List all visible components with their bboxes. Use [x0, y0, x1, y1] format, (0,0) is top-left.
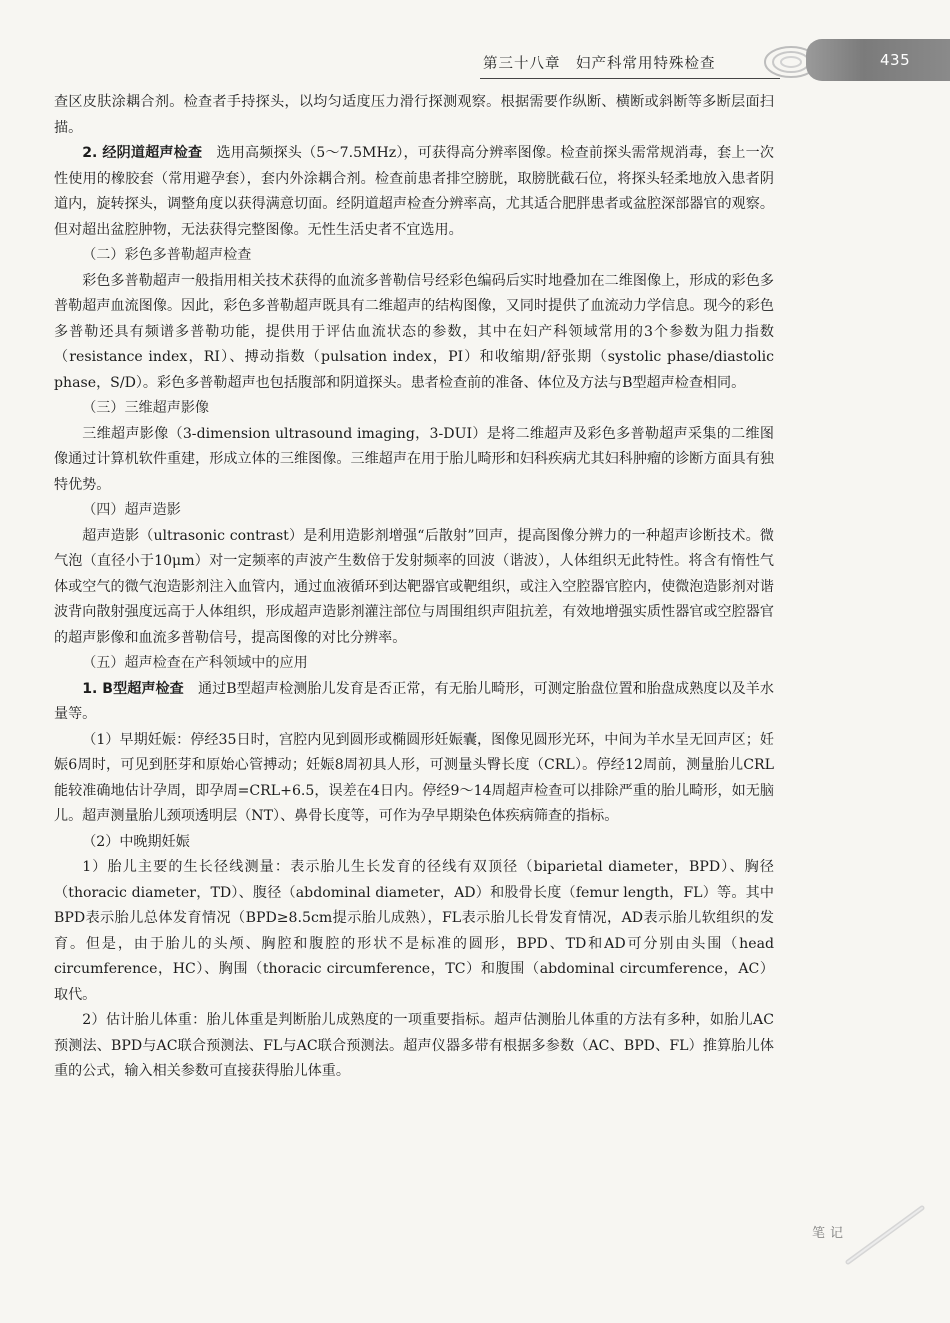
page-number: 435 — [880, 51, 911, 69]
paragraph: 三维超声影像（3-dimension ultrasound imaging，3-DUI）是将二维超声及彩色多普勒超声采集的二维图像通过计算机软件重建，形成立体的三维图像。三维超声在用于胎儿畸形和妇科疾病尤其妇科肿瘤的诊断方面具有独特优势。 — [54, 425, 774, 493]
paragraph: 查区皮肤涂耦合剂。检查者手持探头，以均匀适度压力滑行探测观察。根据需要作纵断、横断或斜断等多断层面扫描。 — [54, 94, 774, 136]
section-heading: （三）三维超声影像 — [82, 400, 210, 416]
paragraph: 超声造影（ultrasonic contrast）是利用造影剂增强“后散射”回声，提高图像分辨力的一种超声诊断技术。微气泡（直径小于10μm）对一定频率的声波产生数倍于发射频率的回波（谐波），人体组织无此特性。将含有惰性气体或空气的微气泡造影剂注入血管内，通过血液循环到达靶器官或靶组织，或注入空腔器官腔内，使微泡造影剂对谐波背向散射强度远高于人体组织，形成超声造影剂灌注部位与周围组织声阻抗差，有效地增强实质性器官或空腔器官的超声影像和血流多普勒信号，提高图像的对比分辨率。 — [54, 527, 774, 646]
margin-note-label: 笔记 — [812, 1226, 849, 1241]
subsection-heading: 1. B型超声检查 — [82, 680, 184, 697]
paragraph — [54, 141, 774, 243]
section-heading: （五）超声检查在产科领域中的应用 — [82, 655, 308, 671]
paragraph: （2）中晚期妊娠 — [82, 833, 190, 850]
paragraph-text: 选用高频探头（5～7.5MHz），可获得高分辨率图像。检查前探头需常规消毒，套上一次性使用的橡胶套（常用避孕套），套内外涂耦合剂。检查前患者排空膀胱，取膀胱截石位，将探头轻柔地放入患者阴道内，旋转探头，调整角度以获得满意切面。经阴道超声检查分辨率高，尤其适合肥胖患者或盆腔深部器官的观察。但对超出盆腔肿物，无法获得完整图像。无性生活史者不宜选用。 — [54, 145, 774, 238]
page-number-tab — [806, 39, 950, 81]
page-header — [0, 34, 950, 86]
paragraph-text: 通过B型超声检测胎儿发育是否正常，有无胎儿畸形，可测定胎盘位置和胎盘成熟度以及羊水量等。 — [54, 680, 774, 722]
paragraph: 1）胎儿主要的生长径线测量：表示胎儿生长发育的径线有双顶径（biparietal diameter，BPD）、胸径（thoracic diameter，TD）、腹径（abdominal diameter，AD）和股骨长度（femur length，FL）等。其中BPD表示胎儿总体发育情况（BPD≥8.5cm提示胎儿成熟），FL表示胎儿长骨发育情况，AD表示胎儿软组织的发育。但是，由于胎儿的头颅、胸腔和腹腔的形状不是标准的圆形，BPD、TD和AD可分别由头围（head circumference，HC）、胸围（thoracic circumference，TC）和腹围（abdominal circumference，AC）取代。 — [54, 859, 774, 1003]
header-rule — [480, 78, 780, 79]
paragraph — [54, 677, 774, 728]
subsection-heading: 2. 经阴道超声检查 — [82, 145, 203, 161]
paragraph: （1）早期妊娠：停经35日时，宫腔内见到圆形或椭圆形妊娠囊，图像见圆形光环，中间为羊水呈无回声区；妊娠6周时，可见到胚芽和原始心管搏动；妊娠8周初具人形，可测量头臀长度（CRL）。停经12周前，测量胎儿CRL能较准确地估计孕周，即孕周=CRL+6.5，误差在4日内。停经9～14周超声检查可以排除严重的胎儿畸形，如无脑儿。超声测量胎儿颈项透明层（NT）、鼻骨长度等，可作为孕早期染色体疾病筛查的指标。 — [54, 731, 774, 824]
paragraph: 彩色多普勒超声一般指用相关技术获得的血流多普勒信号经彩色编码后实时地叠加在二维图像上，形成的彩色多普勒超声血流图像。因此，彩色多普勒超声既具有二维超声的结构图像，又同时提供了血流动力学信息。现今的彩色多普勒还具有频谱多普勒功能，提供用于评估血流状态的参数，其中在妇产科领域常用的3个参数为阻力指数（resistance index，RI）、搏动指数（pulsation index，PI）和收缩期/舒张期（systolic phase/diastolic phase，S/D）。彩色多普勒超声也包括腹部和阴道探头。患者检查前的准备、体位及方法与B型超声检查相同。 — [54, 272, 774, 391]
paragraph: 2）估计胎儿体重：胎儿体重是判断胎儿成熟度的一项重要指标。超声估测胎儿体重的方法有多种，如胎儿AC预测法、BPD与AC联合预测法、FL与AC联合预测法。超声仪器多带有根据多参数（AC、BPD、FL）推算胎儿体重的公式，输入相关参数可直接获得胎儿体重。 — [54, 1012, 774, 1079]
chapter-title: 第三十八章 妇产科常用特殊检查 — [483, 56, 716, 72]
page-body — [54, 90, 774, 1085]
section-heading: （二）彩色多普勒超声检查 — [82, 247, 252, 263]
pencil-icon — [840, 1200, 930, 1270]
section-heading: （四）超声造影 — [82, 502, 181, 518]
